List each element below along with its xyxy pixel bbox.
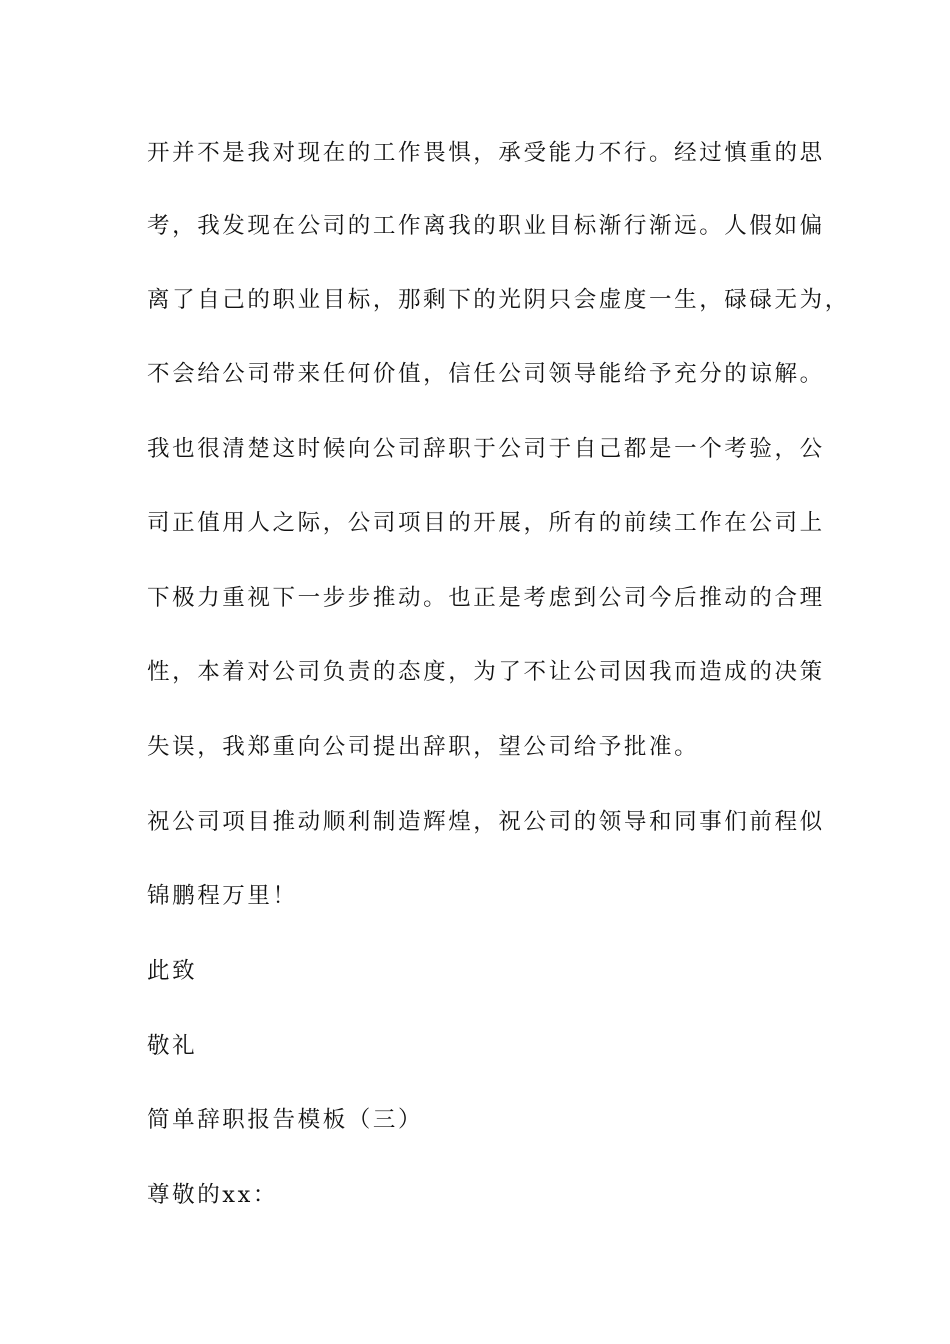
body-text-line: 司正值用人之际，公司项目的开展，所有的前续工作在公司上 [147,510,825,536]
body-text-line: 考，我发现在公司的工作离我的职业目标渐行渐远。人假如偏 [147,213,825,239]
body-text-line: 锦鹏程万里！ [147,883,298,909]
body-text-line: 下极力重视下一步步推动。也正是考虑到公司今后推动的合理 [147,585,825,611]
closing-phrase: 此致 [147,958,198,984]
body-text-line: 开并不是我对现在的工作畏惧，承受能力不行。经过慎重的思 [147,140,825,166]
body-text-line: 离了自己的职业目标，那剩下的光阴只会虚度一生，碌碌无为， [147,287,850,313]
body-text-line: 我也很清楚这时候向公司辞职于公司于自己都是一个考验，公 [147,436,825,462]
section-heading: 简单辞职报告模板（三） [147,1107,424,1133]
body-text-line: 不会给公司带来任何价值，信任公司领导能给予充分的谅解。 [147,361,825,387]
body-text-line: 性，本着对公司负责的态度，为了不让公司因我而造成的决策 [147,659,825,685]
closing-salutation: 敬礼 [147,1033,198,1059]
body-text-line: 失误，我郑重向公司提出辞职，望公司给予批准。 [147,734,700,760]
body-text-line: 祝公司项目推动顺利制造辉煌，祝公司的领导和同事们前程似 [147,809,825,835]
greeting-line: 尊敬的xx： [147,1182,278,1208]
